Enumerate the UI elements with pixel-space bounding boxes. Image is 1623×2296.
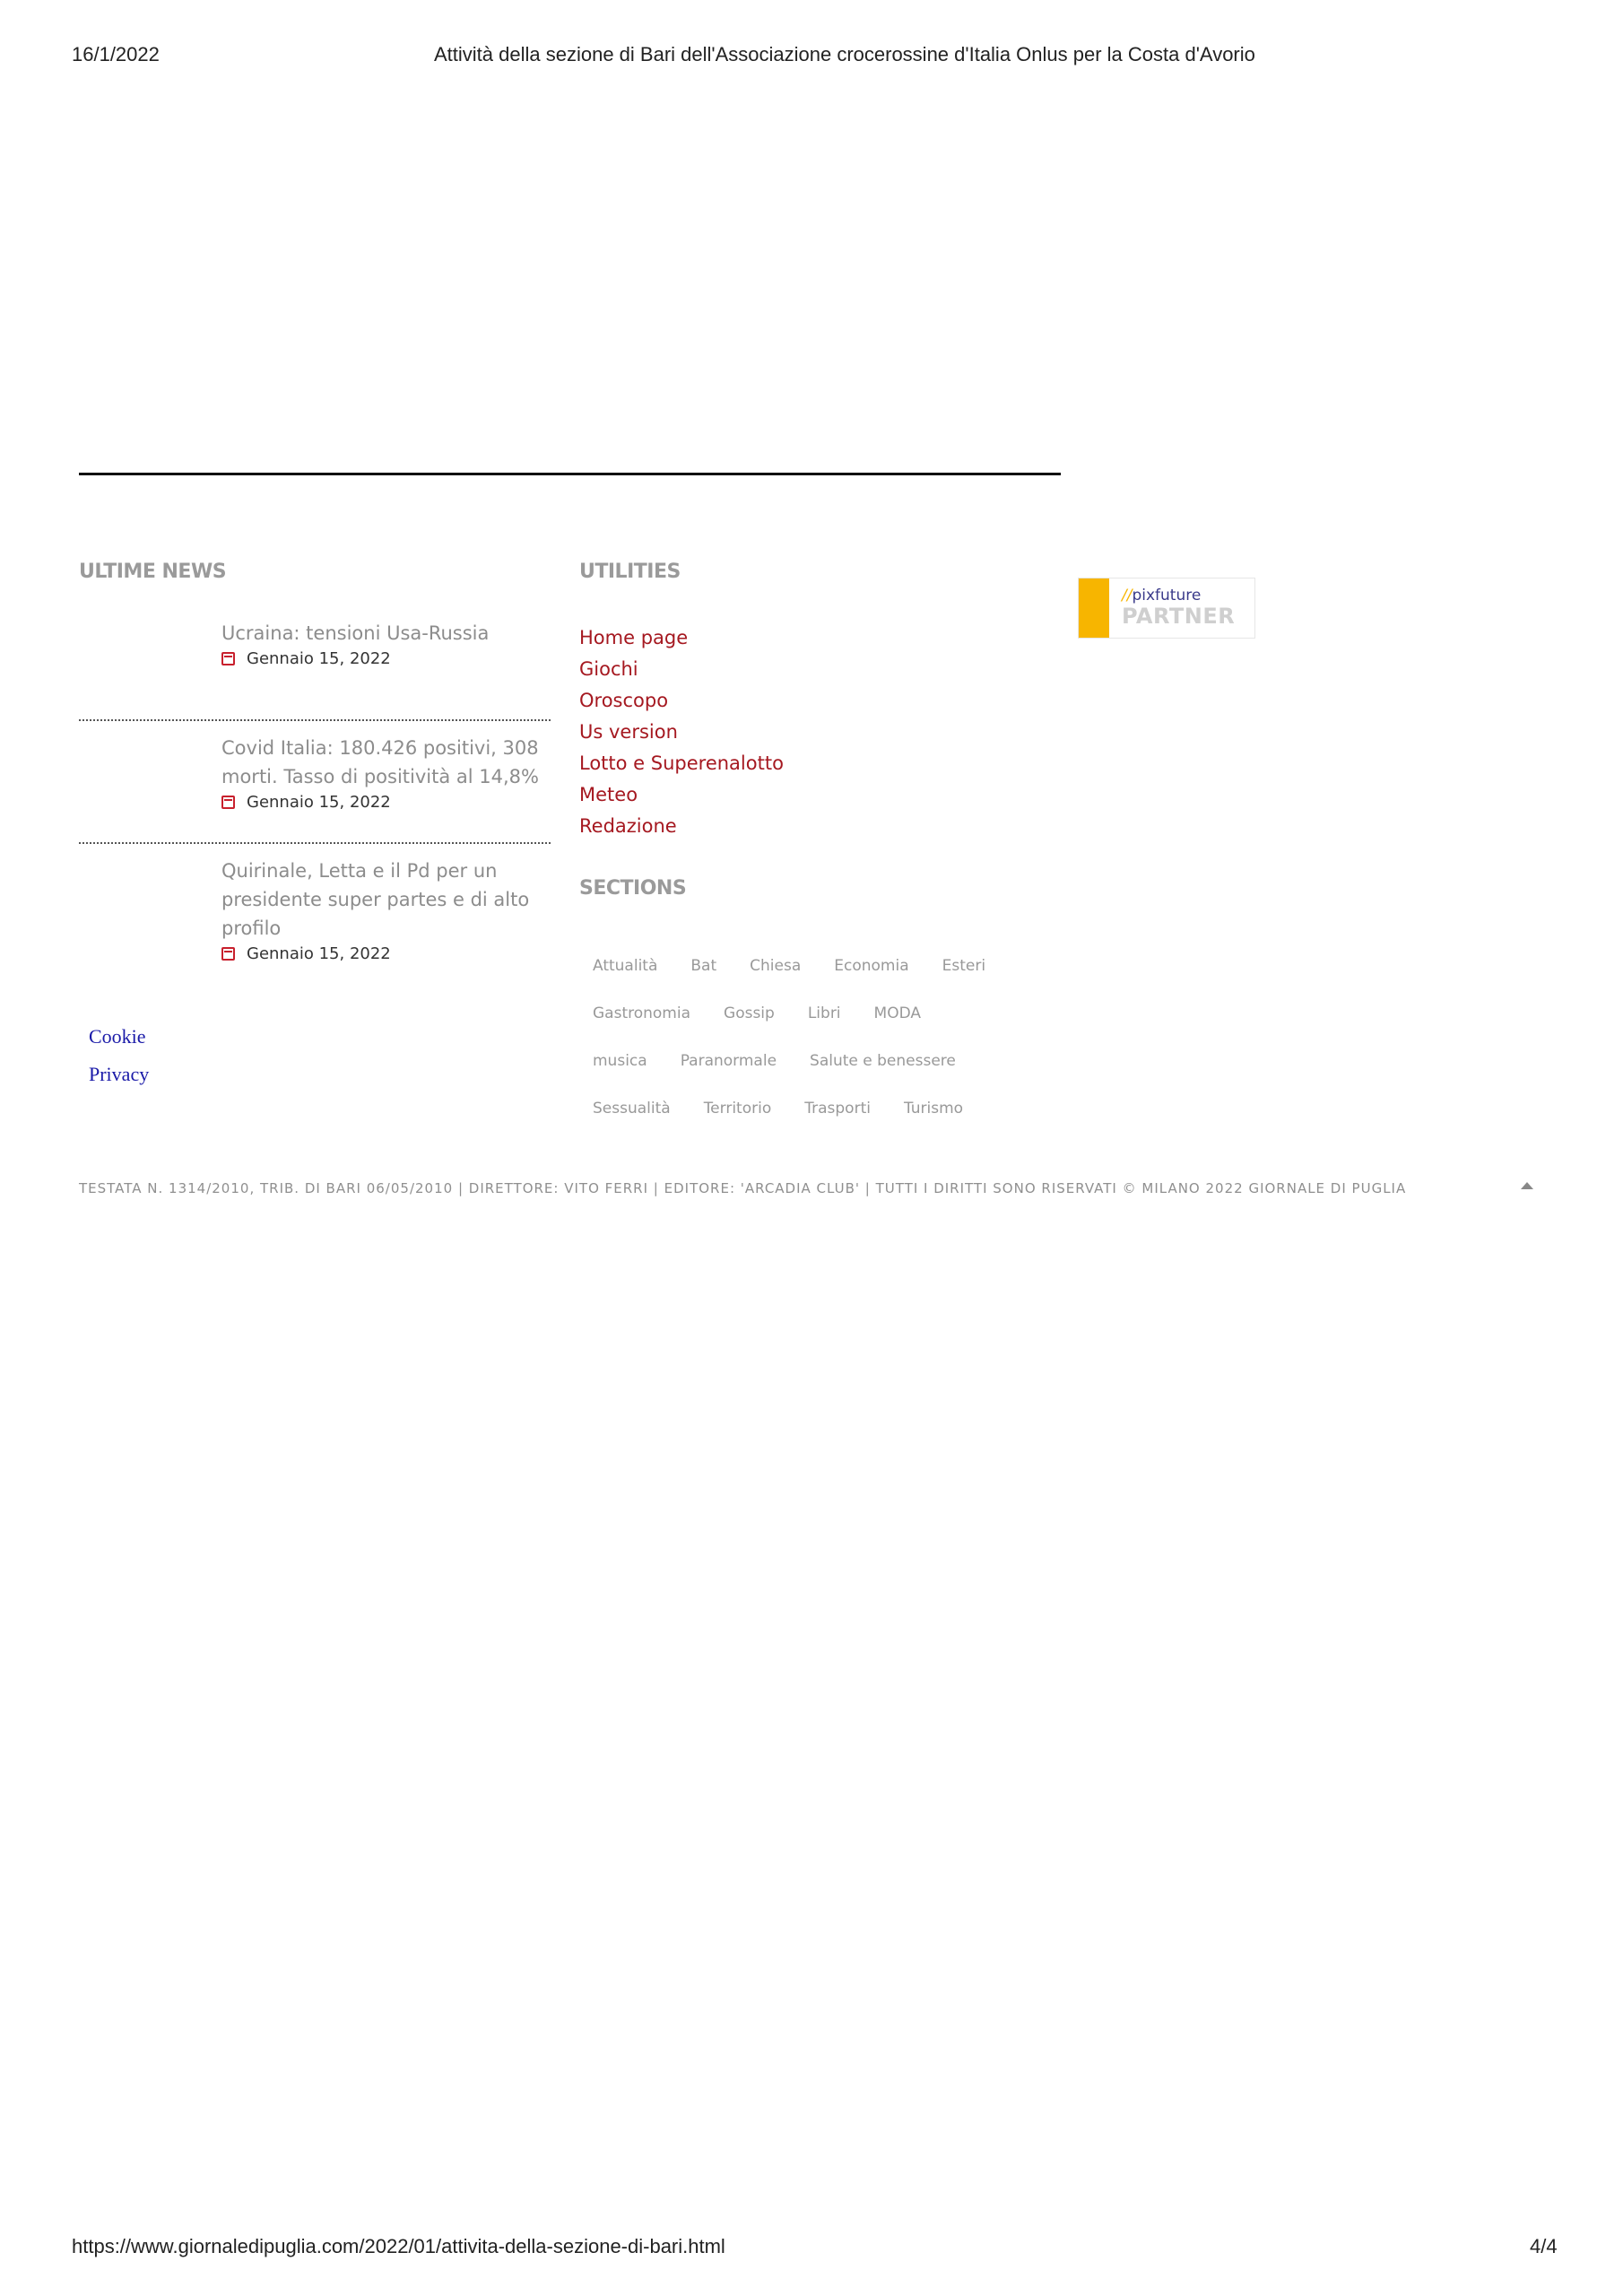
news-date-text: Gennaio 15, 2022 [247,649,391,668]
arrow-up-icon[interactable] [1521,1182,1533,1189]
news-title[interactable]: Ucraina: tensioni Usa-Russia [221,622,490,644]
tag-gossip[interactable]: Gossip [724,1004,775,1022]
tag-chiesa[interactable]: Chiesa [750,956,802,975]
tag-territorio[interactable]: Territorio [703,1099,772,1118]
utility-link-meteo[interactable]: Meteo [579,784,638,805]
partner-brand-text: pixfuture [1132,587,1202,604]
utilities-heading: UTILITIES [579,561,681,583]
utility-link-us-version[interactable]: Us version [579,721,678,743]
tag-bat[interactable]: Bat [690,956,717,975]
utility-link-giochi[interactable]: Giochi [579,658,638,680]
news-item[interactable] [79,619,551,719]
tag-row [579,942,1046,989]
section-divider [79,473,1061,475]
news-item[interactable] [79,844,551,963]
calendar-icon [221,796,235,809]
news-item[interactable] [79,721,551,842]
pixfuture-partner-badge[interactable] [1078,578,1255,639]
tag-salute-benessere[interactable]: Salute e benessere [810,1051,956,1070]
tag-trasporti[interactable]: Trasporti [804,1099,871,1118]
tag-row [579,1037,1046,1084]
news-date [221,793,551,812]
tag-musica[interactable]: musica [593,1051,647,1070]
tag-paranormale[interactable]: Paranormale [680,1051,777,1070]
tag-economia[interactable]: Economia [834,956,909,975]
print-date: 16/1/2022 [72,43,160,65]
partner-brand [1122,587,1201,604]
print-page-title: Attività della sezione di Bari dell'Associazione crocerossine d'Italia Onlus per la Costa d'Avorio [434,43,1255,65]
section-tags [579,942,1046,1132]
cookie-link[interactable]: Cookie [89,1025,146,1048]
news-date-text: Gennaio 15, 2022 [247,944,391,963]
news-title[interactable]: Quirinale, Letta e il Pd per un presidente super partes e di alto profilo [221,860,530,939]
utilities-list [579,622,784,842]
news-date [221,649,551,668]
ultime-news-list [79,619,551,963]
calendar-icon [221,947,235,961]
tag-turismo[interactable]: Turismo [903,1099,964,1118]
privacy-link[interactable]: Privacy [89,1063,150,1085]
tag-row [579,989,1046,1037]
news-date [221,944,551,963]
ultime-news-heading: ULTIME NEWS [79,561,227,583]
utility-link-lotto[interactable]: Lotto e Superenalotto [579,752,784,774]
tag-attualita[interactable]: Attualità [593,956,658,975]
news-date-text: Gennaio 15, 2022 [247,793,391,812]
tag-esteri[interactable]: Esteri [942,956,986,975]
partner-label: PARTNER [1122,604,1236,629]
calendar-icon [221,652,235,665]
news-title[interactable]: Covid Italia: 180.426 positivi, 308 morti. Tasso di positività al 14,8% [221,737,539,787]
tag-gastronomia[interactable]: Gastronomia [593,1004,691,1022]
utility-link-home[interactable]: Home page [579,627,689,648]
footer-copyright: TESTATA N. 1314/2010, TRIB. DI BARI 06/05/2010 | DIRETTORE: VITO FERRI | EDITORE: 'ARCADIA CLUB' | TUTTI I DIRITTI SONO RISERVATI © MILANO 2022 GIORNALE DI PUGLIA [79,1180,1407,1196]
tag-libri[interactable]: Libri [807,1004,841,1022]
print-url: https://www.giornaledipuglia.com/2022/01/attivita-della-sezione-di-bari.html [72,2235,725,2257]
sections-heading: SECTIONS [579,877,687,900]
tag-sessualita[interactable]: Sessualità [593,1099,671,1118]
tag-moda[interactable]: MODA [873,1004,922,1022]
tag-row [579,1084,1046,1132]
utility-link-oroscopo[interactable]: Oroscopo [579,690,669,711]
print-page-number: 4/4 [1530,2235,1558,2257]
partner-accent-bar [1079,578,1109,638]
partner-brand-slashes: // [1122,587,1133,604]
utility-link-redazione[interactable]: Redazione [579,815,677,837]
